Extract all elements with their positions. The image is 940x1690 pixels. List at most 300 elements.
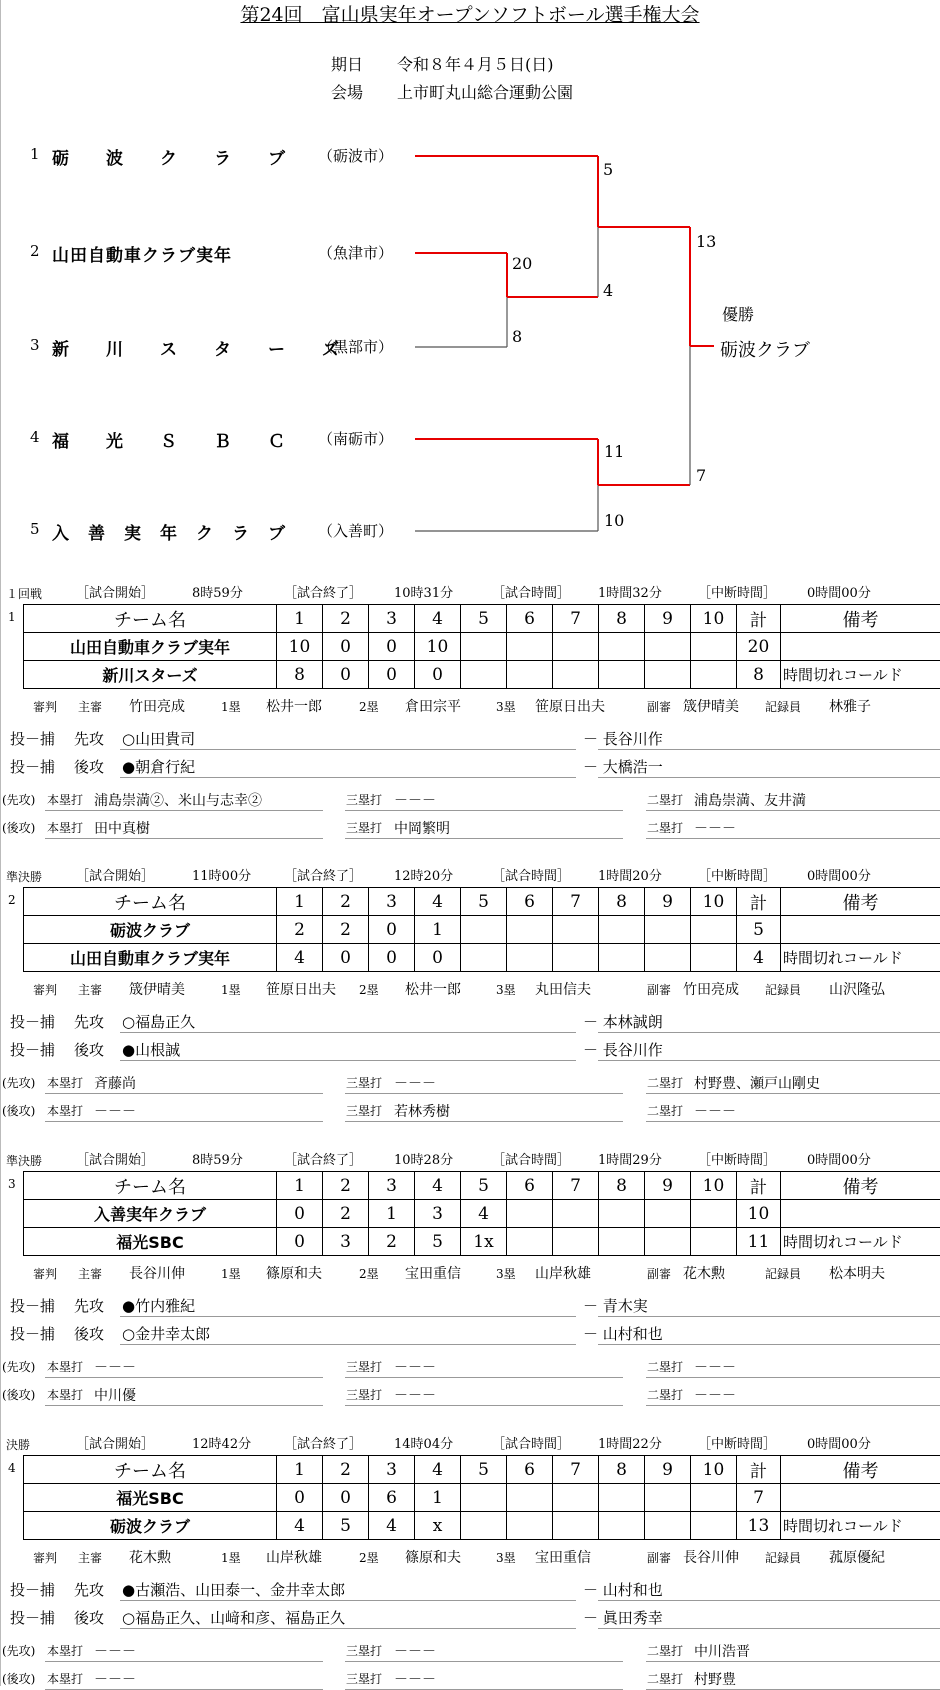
total-header: 計 — [737, 1456, 781, 1484]
underline — [598, 777, 940, 778]
remarks-cell: 時間切れコールド — [781, 944, 940, 972]
umpire-second-label: 2塁 — [359, 981, 379, 998]
game-time-end-label: ［試合終了］ — [284, 582, 362, 601]
inning-header: 1 — [277, 605, 323, 633]
pitcher-name: ●山根誠 — [122, 1039, 180, 1060]
catcher-name: － 本林誠朗 — [583, 1011, 663, 1032]
battery-side: 後攻 — [74, 1607, 104, 1628]
battery-side: 先攻 — [74, 1295, 104, 1316]
game-time-dur-label: ［試合時間］ — [492, 1149, 570, 1168]
bracket-score: 5 — [603, 160, 613, 179]
total-score: 5 — [737, 916, 781, 944]
inning-header: 1 — [277, 1456, 323, 1484]
team-name: 砺 波 ク ラ ブ — [52, 144, 286, 169]
remarks-header: 備考 — [781, 1456, 940, 1484]
inning-score — [507, 944, 553, 972]
scoreboard-row — [24, 1228, 940, 1256]
umpire-label: 審判 — [33, 698, 57, 715]
inning-score: 5 — [323, 1512, 369, 1540]
double-label: 二塁打 — [647, 1386, 683, 1403]
battery-side: 後攻 — [74, 756, 104, 777]
inning-header: 7 — [553, 605, 599, 633]
team-header: チーム名 — [24, 1456, 277, 1484]
inning-score — [645, 944, 691, 972]
umpire-second-label: 2塁 — [359, 1549, 379, 1566]
umpire-first-label: 1塁 — [221, 1265, 241, 1282]
scoreboard-row — [24, 633, 940, 661]
scoreboard-row — [24, 1200, 940, 1228]
umpire-plate-label: 主審 — [78, 1549, 102, 1566]
inning-score: 0 — [323, 661, 369, 689]
total-score: 7 — [737, 1484, 781, 1512]
umpire-second: 宝田重信 — [405, 1263, 461, 1283]
double-label: 二塁打 — [647, 1358, 683, 1375]
inning-score: 3 — [323, 1228, 369, 1256]
underline — [646, 1377, 940, 1378]
triple-label: 三塁打 — [346, 1074, 382, 1091]
team-header: チーム名 — [24, 1172, 277, 1200]
home-run-label: 本塁打 — [47, 1074, 83, 1091]
inning-score — [645, 1200, 691, 1228]
umpire-rec-label: 記録員 — [765, 1265, 801, 1282]
inning-score — [599, 661, 645, 689]
team-name-cell: 砺波クラブ — [24, 916, 277, 944]
inning-score: 5 — [415, 1228, 461, 1256]
bracket-score: 10 — [604, 511, 624, 530]
inning-score: 2 — [323, 916, 369, 944]
double-label: 二塁打 — [647, 819, 683, 836]
inning-score: 0 — [277, 1484, 323, 1512]
home-run-players: 中川優 — [94, 1385, 136, 1405]
inning-score — [507, 661, 553, 689]
underline — [345, 838, 623, 839]
bracket-score: 20 — [512, 254, 532, 273]
double-label: 二塁打 — [647, 1102, 683, 1119]
game-time-pause: 0時間00分 — [807, 865, 871, 884]
game-time-start: 11時00分 — [192, 865, 251, 884]
inning-score: 2 — [323, 1200, 369, 1228]
inning-score: 4 — [277, 1512, 323, 1540]
game-time-dur: 1時間32分 — [598, 582, 662, 601]
inning-score — [507, 1512, 553, 1540]
umpire-rec-label: 記録員 — [765, 698, 801, 715]
team-header: チーム名 — [24, 888, 277, 916]
underline — [120, 1032, 576, 1033]
inning-score — [553, 944, 599, 972]
scoreboard — [23, 1455, 940, 1540]
inning-score: 0 — [415, 661, 461, 689]
total-score: 8 — [737, 661, 781, 689]
inning-score — [461, 1484, 507, 1512]
underline — [120, 1060, 576, 1061]
team-city: （魚津市） — [318, 242, 393, 263]
underline — [120, 777, 576, 778]
umpire-second-label: 2塁 — [359, 1265, 379, 1282]
triple-players: 中岡繁明 — [394, 818, 450, 838]
inning-header: 5 — [461, 1456, 507, 1484]
inning-header: 7 — [553, 1172, 599, 1200]
game-time-start-label: ［試合開始］ — [76, 1433, 154, 1452]
team-name-cell: 福光SBC — [24, 1228, 277, 1256]
total-header: 計 — [737, 888, 781, 916]
team-name-cell: 新川スターズ — [24, 661, 277, 689]
inning-score — [507, 916, 553, 944]
inning-score — [645, 1484, 691, 1512]
pitcher-name: ●古瀬浩、山田泰一、金井幸太郎 — [122, 1579, 345, 1600]
inning-header: 7 — [553, 888, 599, 916]
bracket-lines — [0, 0, 940, 540]
scoreboard-header — [24, 1172, 940, 1200]
scoreboard-row — [24, 1512, 940, 1540]
inning-header: 8 — [599, 605, 645, 633]
inning-score — [599, 1200, 645, 1228]
battery-label: 投－捕 — [10, 1039, 55, 1060]
hits-side: (後攻) — [2, 1670, 35, 1687]
umpire-rec: 林雅子 — [829, 696, 871, 716]
umpire-label: 審判 — [33, 1549, 57, 1566]
underline — [45, 1121, 323, 1122]
underline — [120, 749, 576, 750]
inning-score: 1 — [369, 1200, 415, 1228]
underline — [598, 1032, 940, 1033]
umpire-second: 倉田宗平 — [405, 696, 461, 716]
team-number: 4 — [30, 428, 40, 446]
double-label: 二塁打 — [647, 1074, 683, 1091]
battery-side: 先攻 — [74, 1011, 104, 1032]
scoreboard-row — [24, 661, 940, 689]
umpire-sub-label: 副審 — [647, 1549, 671, 1566]
inning-header: 3 — [369, 888, 415, 916]
triple-players: －－－ — [394, 1073, 436, 1093]
inning-score — [461, 916, 507, 944]
inning-score — [691, 661, 737, 689]
inning-score — [461, 661, 507, 689]
total-score: 20 — [737, 633, 781, 661]
battery-side: 後攻 — [74, 1039, 104, 1060]
inning-score: 0 — [369, 661, 415, 689]
underline — [598, 1600, 940, 1601]
team-header: チーム名 — [24, 605, 277, 633]
underline — [45, 1093, 323, 1094]
umpire-sub: 長谷川伸 — [683, 1547, 739, 1567]
umpire-first-label: 1塁 — [221, 698, 241, 715]
double-label: 二塁打 — [647, 791, 683, 808]
home-run-players: －－－ — [94, 1101, 136, 1121]
inning-score — [461, 1512, 507, 1540]
home-run-players: －－－ — [94, 1357, 136, 1377]
inning-header: 10 — [691, 1456, 737, 1484]
underline — [345, 1121, 623, 1122]
inning-score: 0 — [323, 1484, 369, 1512]
triple-players: －－－ — [394, 1669, 436, 1689]
underline — [120, 1316, 576, 1317]
game-time-pause: 0時間00分 — [807, 1433, 871, 1452]
inning-score — [461, 944, 507, 972]
home-run-players: 浦島崇満②、米山与志幸② — [94, 790, 262, 810]
double-label: 二塁打 — [647, 1642, 683, 1659]
inning-header: 2 — [323, 1456, 369, 1484]
underline — [45, 810, 323, 811]
inning-score: 10 — [277, 633, 323, 661]
inning-score — [599, 1228, 645, 1256]
umpire-rec: 山沢隆弘 — [829, 979, 885, 999]
inning-score: 0 — [277, 1228, 323, 1256]
inning-score: 0 — [369, 944, 415, 972]
game-time-end-label: ［試合終了］ — [284, 1149, 362, 1168]
umpire-sub: 筬伊晴美 — [683, 696, 739, 716]
home-run-label: 本塁打 — [47, 791, 83, 808]
pitcher-name: ○福島正久 — [122, 1011, 195, 1032]
triple-players: －－－ — [394, 790, 436, 810]
inning-score: 0 — [277, 1200, 323, 1228]
game-time-pause-label: ［中断時間］ — [698, 582, 776, 601]
home-run-label: 本塁打 — [47, 819, 83, 836]
umpire-third-label: 3塁 — [496, 981, 516, 998]
bracket-score: 11 — [604, 442, 624, 461]
inning-score — [691, 1200, 737, 1228]
inning-header: 8 — [599, 888, 645, 916]
triple-players: 若林秀樹 — [394, 1101, 450, 1121]
underline — [598, 1316, 940, 1317]
inning-score: 1 — [415, 916, 461, 944]
remarks-cell — [781, 633, 940, 661]
umpire-plate-label: 主審 — [78, 1265, 102, 1282]
inning-score — [507, 1200, 553, 1228]
game-time-dur: 1時間22分 — [598, 1433, 662, 1452]
inning-score — [599, 916, 645, 944]
team-name-cell: 福光SBC — [24, 1484, 277, 1512]
underline — [120, 1628, 576, 1629]
team-name-cell: 入善実年クラブ — [24, 1200, 277, 1228]
inning-score: 0 — [415, 944, 461, 972]
battery-label: 投－捕 — [10, 756, 55, 777]
inning-score — [645, 661, 691, 689]
underline — [345, 810, 623, 811]
inning-score — [645, 1512, 691, 1540]
umpire-second: 松井一郎 — [405, 979, 461, 999]
inning-header: 4 — [415, 888, 461, 916]
game-time-start-label: ［試合開始］ — [76, 1149, 154, 1168]
inning-score: 6 — [369, 1484, 415, 1512]
home-run-label: 本塁打 — [47, 1102, 83, 1119]
inning-score: 1 — [415, 1484, 461, 1512]
umpire-plate: 筬伊晴美 — [129, 979, 185, 999]
double-players: －－－ — [694, 1101, 736, 1121]
inning-score — [553, 1228, 599, 1256]
umpire-sub: 竹田亮成 — [683, 979, 739, 999]
team-name: 福 光 Ｓ Ｂ Ｃ — [52, 427, 286, 452]
game-time-dur-label: ［試合時間］ — [492, 1433, 570, 1452]
triple-label: 三塁打 — [346, 1642, 382, 1659]
battery-side: 先攻 — [74, 1579, 104, 1600]
pitcher-name: ○金井幸太郎 — [122, 1323, 210, 1344]
hits-side: (先攻) — [2, 791, 35, 808]
inning-score — [553, 1484, 599, 1512]
home-run-players: 田中真樹 — [94, 818, 150, 838]
underline — [598, 1628, 940, 1629]
inning-score — [507, 1228, 553, 1256]
inning-score: 4 — [461, 1200, 507, 1228]
hits-side: (先攻) — [2, 1358, 35, 1375]
triple-label: 三塁打 — [346, 1386, 382, 1403]
inning-score: 0 — [369, 633, 415, 661]
double-players: －－－ — [694, 818, 736, 838]
remarks-cell: 時間切れコールド — [781, 661, 940, 689]
double-players: 浦島崇満、友井満 — [694, 790, 806, 810]
scoreboard-row — [24, 944, 940, 972]
game-time-pause: 0時間00分 — [807, 582, 871, 601]
inning-score — [599, 633, 645, 661]
battery-side: 先攻 — [74, 728, 104, 749]
catcher-name: － 山村和也 — [583, 1579, 663, 1600]
underline — [646, 1405, 940, 1406]
team-name-cell: 山田自動車クラブ実年 — [24, 944, 277, 972]
team-city: （黒部市） — [318, 336, 393, 357]
inning-score — [645, 633, 691, 661]
team-number: 2 — [30, 242, 40, 260]
round-label: 決勝 — [6, 1436, 30, 1453]
umpire-third-label: 3塁 — [496, 1549, 516, 1566]
inning-header: 9 — [645, 605, 691, 633]
inning-header: 10 — [691, 1172, 737, 1200]
umpire-label: 審判 — [33, 981, 57, 998]
inning-header: 10 — [691, 605, 737, 633]
pitcher-name: ○山田貴司 — [122, 728, 195, 749]
inning-header: 9 — [645, 1456, 691, 1484]
home-run-label: 本塁打 — [47, 1386, 83, 1403]
remarks-header: 備考 — [781, 605, 940, 633]
home-run-players: 斉藤尚 — [94, 1073, 136, 1093]
remarks-cell — [781, 916, 940, 944]
inning-score — [553, 916, 599, 944]
umpire-third: 宝田重信 — [535, 1547, 591, 1567]
inning-header: 5 — [461, 1172, 507, 1200]
inning-score — [599, 944, 645, 972]
inning-score: 8 — [277, 661, 323, 689]
venue-value: 上市町丸山総合運動公園 — [397, 80, 573, 103]
round-label: １回戦 — [6, 585, 42, 602]
underline — [598, 1344, 940, 1345]
double-players: 村野豊、瀬戸山剛史 — [694, 1073, 820, 1093]
underline — [345, 1377, 623, 1378]
game-time-pause-label: ［中断時間］ — [698, 865, 776, 884]
umpire-first: 松井一郎 — [266, 696, 322, 716]
winner-name: 砺波クラブ — [720, 336, 810, 362]
team-number: 1 — [30, 145, 40, 163]
inning-score: 0 — [369, 916, 415, 944]
inning-header: 8 — [599, 1456, 645, 1484]
scoreboard — [23, 887, 940, 972]
venue-label: 会場 — [331, 80, 363, 103]
team-city: （南砺市） — [318, 428, 393, 449]
inning-score: 0 — [323, 944, 369, 972]
underline — [646, 810, 940, 811]
total-score: 4 — [737, 944, 781, 972]
game-time-dur-label: ［試合時間］ — [492, 865, 570, 884]
team-number: 5 — [30, 520, 40, 538]
triple-label: 三塁打 — [346, 1102, 382, 1119]
total-score: 10 — [737, 1200, 781, 1228]
inning-score — [553, 1512, 599, 1540]
umpire-first-label: 1塁 — [221, 981, 241, 998]
game-time-pause-label: ［中断時間］ — [698, 1149, 776, 1168]
inning-header: 2 — [323, 1172, 369, 1200]
double-label: 二塁打 — [647, 1670, 683, 1687]
game-number: 2 — [8, 893, 16, 907]
underline — [345, 1093, 623, 1094]
triple-label: 三塁打 — [346, 1670, 382, 1687]
double-players: －－－ — [694, 1357, 736, 1377]
underline — [646, 1093, 940, 1094]
triple-players: －－－ — [394, 1357, 436, 1377]
home-run-players: －－－ — [94, 1641, 136, 1661]
underline — [646, 838, 940, 839]
remarks-cell: 時間切れコールド — [781, 1228, 940, 1256]
game-time-pause: 0時間00分 — [807, 1149, 871, 1168]
pitcher-name: ○福島正久、山﨑和彦、福島正久 — [122, 1607, 345, 1628]
inning-score — [507, 1484, 553, 1512]
catcher-name: － 眞田秀幸 — [583, 1607, 663, 1628]
inning-header: 9 — [645, 888, 691, 916]
inning-header: 1 — [277, 888, 323, 916]
team-name: 新 川 ス タ ー ズ — [52, 335, 340, 360]
bracket-score: 8 — [512, 327, 522, 346]
battery-side: 後攻 — [74, 1323, 104, 1344]
bracket-score: 7 — [696, 466, 706, 485]
remarks-cell: 時間切れコールド — [781, 1512, 940, 1540]
game-time-end: 12時20分 — [394, 865, 453, 884]
team-name-cell: 砺波クラブ — [24, 1512, 277, 1540]
inning-score — [645, 1228, 691, 1256]
team-city: （入善町） — [318, 520, 393, 541]
inning-score — [691, 1228, 737, 1256]
remarks-header: 備考 — [781, 1172, 940, 1200]
date-label: 期日 — [331, 52, 363, 75]
scoreboard — [23, 1171, 940, 1256]
team-name: 入 善 実 年 ク ラ ブ — [52, 519, 286, 544]
underline — [345, 1661, 623, 1662]
inning-score — [599, 1484, 645, 1512]
inning-score — [461, 633, 507, 661]
hits-side: (後攻) — [2, 1102, 35, 1119]
inning-header: 3 — [369, 1172, 415, 1200]
pitcher-name: ●竹内雅紀 — [122, 1295, 195, 1316]
inning-header: 4 — [415, 1456, 461, 1484]
double-players: 村野豊 — [694, 1669, 736, 1689]
underline — [45, 838, 323, 839]
hits-side: (後攻) — [2, 1386, 35, 1403]
battery-label: 投－捕 — [10, 1607, 55, 1628]
game-time-start-label: ［試合開始］ — [76, 865, 154, 884]
triple-players: －－－ — [394, 1385, 436, 1405]
inning-header: 10 — [691, 888, 737, 916]
inning-score — [691, 633, 737, 661]
umpire-second: 篠原和夫 — [405, 1547, 461, 1567]
scoreboard-header — [24, 888, 940, 916]
game-time-start: 8時59分 — [192, 1149, 243, 1168]
umpire-first: 山岸秋雄 — [266, 1547, 322, 1567]
umpire-third-label: 3塁 — [496, 1265, 516, 1282]
inning-score: x — [415, 1512, 461, 1540]
umpire-third: 笹原日出夫 — [535, 696, 605, 716]
team-number: 3 — [30, 336, 40, 354]
umpire-sub-label: 副審 — [647, 698, 671, 715]
inning-score: 4 — [369, 1512, 415, 1540]
winner-label: 優勝 — [722, 302, 754, 325]
underline — [345, 1405, 623, 1406]
game-time-end-label: ［試合終了］ — [284, 865, 362, 884]
inning-header: 5 — [461, 888, 507, 916]
